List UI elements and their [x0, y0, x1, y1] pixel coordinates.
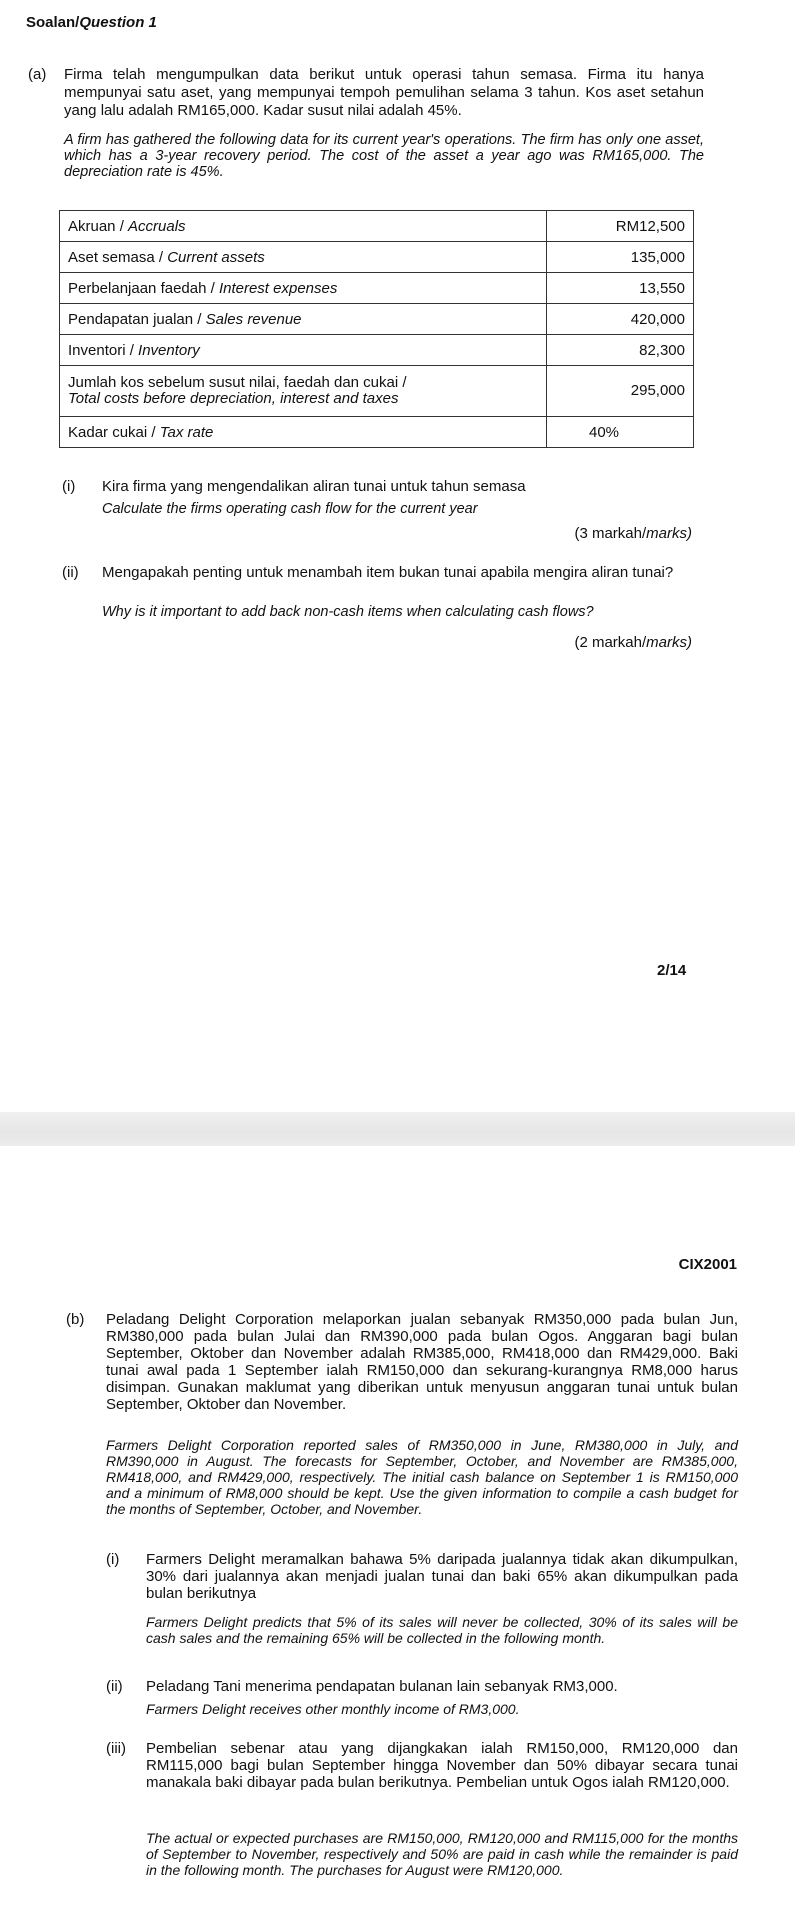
page-separator — [0, 1112, 795, 1146]
part-a-text-en: A firm has gathered the following data for its current year's operations. The firm has only one asset, which has a 3-year recovery period. The cost of the asset a year ago was RM165,000. The depreciation rate is 45%. — [64, 132, 704, 180]
question-heading — [26, 14, 157, 31]
part-a-text-ms: Firma telah mengumpulkan data berikut untuk operasi tahun semasa. Firma itu hanya mempunyai satu aset, yang mempunyai tempoh pemulihan selama 3 tahun. Kos aset setahun yang lalu adalah RM165,000. Kadar susut nilai adalah 45%. — [64, 66, 704, 119]
marks-ms: (2 markah/ — [574, 634, 647, 651]
row-value: 82,300 — [547, 335, 694, 366]
heading-en: Question 1 — [79, 14, 157, 31]
marks-ms: (3 markah/ — [574, 525, 647, 542]
label-en: Interest expenses — [218, 279, 338, 297]
question-ii-text-ms: Mengapakah penting untuk menambah item bukan tunai apabila mengira aliran tunai? — [102, 564, 674, 581]
label-ms: Akruan / — [68, 217, 129, 235]
row-value: 40% — [547, 417, 694, 448]
part-b-text-en: Farmers Delight Corporation reported sales of RM350,000 in June, RM380,000 in July, and RM390,000 in August. The forecasts for September, October, and November are RM385,000, RM418,000, and RM429,000, respectively. The initial cash balance on September 1 is RM150,000 and a minimum of RM8,000 should be kept. Use the given information to compile a cash budget for the months of September, October, and November. — [106, 1437, 738, 1517]
question-i-text-en: Calculate the firms operating cash flow for the current year — [102, 501, 478, 517]
row-label — [60, 366, 547, 417]
accounts-table — [59, 210, 694, 448]
label-en: Total costs before depreciation, interest and taxes — [68, 390, 399, 407]
row-value: 295,000 — [547, 366, 694, 417]
page-number: 2/14 — [657, 962, 687, 979]
row-value: 13,550 — [547, 273, 694, 304]
b-i-text-en: Farmers Delight predicts that 5% of its sales will never be collected, 30% of its sales will be cash sales and the remaining 65% will be collected in the following month. — [146, 1614, 738, 1646]
label-ms: Perbelanjaan faedah / — [68, 279, 219, 297]
course-code: CIX2001 — [678, 1256, 737, 1273]
part-b-label: (b) — [66, 1311, 85, 1328]
row-value: 420,000 — [547, 304, 694, 335]
table-row — [60, 366, 694, 417]
marks-en: marks) — [646, 634, 692, 651]
table-row — [60, 211, 694, 242]
question-ii-text-en: Why is it important to add back non-cash items when calculating cash flows? — [102, 604, 594, 620]
row-label — [60, 273, 547, 304]
row-label — [60, 335, 547, 366]
row-value: RM12,500 — [547, 211, 694, 242]
row-label — [60, 304, 547, 335]
question-ii-marks — [574, 634, 692, 651]
table-row — [60, 335, 694, 366]
question-i-text-ms: Kira firma yang mengendalikan aliran tunai untuk tahun semasa — [102, 478, 526, 495]
label-ms: Inventori / — [68, 341, 139, 359]
row-value: 135,000 — [547, 242, 694, 273]
marks-en: marks) — [646, 525, 692, 542]
table-row — [60, 417, 694, 448]
label-en: Inventory — [138, 341, 200, 359]
b-iii-number: (iii) — [106, 1740, 126, 1757]
row-label — [60, 242, 547, 273]
row-label — [60, 417, 547, 448]
label-ms: Kadar cukai / — [68, 423, 160, 441]
part-a-label: (a) — [28, 66, 47, 83]
b-i-number: (i) — [106, 1551, 120, 1568]
b-iii-text-en: The actual or expected purchases are RM150,000, RM120,000 and RM115,000 for the months of September to November, respectively and 50% are paid in cash while the remainder is paid in the following month. The purchases for August were RM120,000. — [146, 1830, 738, 1878]
label-ms: Aset semasa / — [68, 248, 168, 266]
label-ms: Jumlah kos sebelum susut nilai, faedah dan cukai / — [68, 374, 407, 391]
label-en: Sales revenue — [205, 310, 302, 328]
b-iii-text-ms: Pembelian sebenar atau yang dijangkakan ialah RM150,000, RM120,000 dan RM115,000 bagi bulan September hingga November dan 50% dibayar secara tunai manakala baki dibayar pada bulan berikutnya. Pembelian untuk Ogos ialah RM120,000. — [146, 1740, 738, 1791]
table-row — [60, 273, 694, 304]
b-ii-number: (ii) — [106, 1678, 123, 1695]
part-b-text-ms: Peladang Delight Corporation melaporkan jualan sebanyak RM350,000 pada bulan Jun, RM380,000 pada bulan Julai dan RM390,000 pada bulan Ogos. Anggaran bagi bulan September, Oktober dan November adalah RM385,000, RM418,000 dan RM429,000. Baki tunai awal pada 1 September ialah RM150,000 dan sekurang-kurangnya RM8,000 harus disimpan. Gunakan maklumat yang diberikan untuk menyusun anggaran tunai untuk bulan September, Oktober dan November. — [106, 1311, 738, 1413]
heading-ms: Soalan/ — [26, 14, 80, 31]
b-ii-text-en: Farmers Delight receives other monthly income of RM3,000. — [146, 1701, 520, 1717]
question-i-marks — [574, 525, 692, 542]
table-row — [60, 242, 694, 273]
label-en: Accruals — [128, 217, 186, 235]
label-ms: Pendapatan jualan / — [68, 310, 206, 328]
table-row — [60, 304, 694, 335]
exam-page-2 — [0, 1146, 795, 1920]
question-i-number: (i) — [62, 478, 76, 495]
row-label — [60, 211, 547, 242]
question-ii-number: (ii) — [62, 564, 79, 581]
b-i-text-ms: Farmers Delight meramalkan bahawa 5% daripada jualannya tidak akan dikumpulkan, 30% dari jualannya akan menjadi jualan tunai dan baki 65% akan dikumpulkan pada bulan berikutnya — [146, 1551, 738, 1602]
b-ii-text-ms: Peladang Tani menerima pendapatan bulanan lain sebanyak RM3,000. — [146, 1678, 618, 1695]
label-en: Tax rate — [159, 423, 214, 441]
label-en: Current assets — [167, 248, 265, 266]
